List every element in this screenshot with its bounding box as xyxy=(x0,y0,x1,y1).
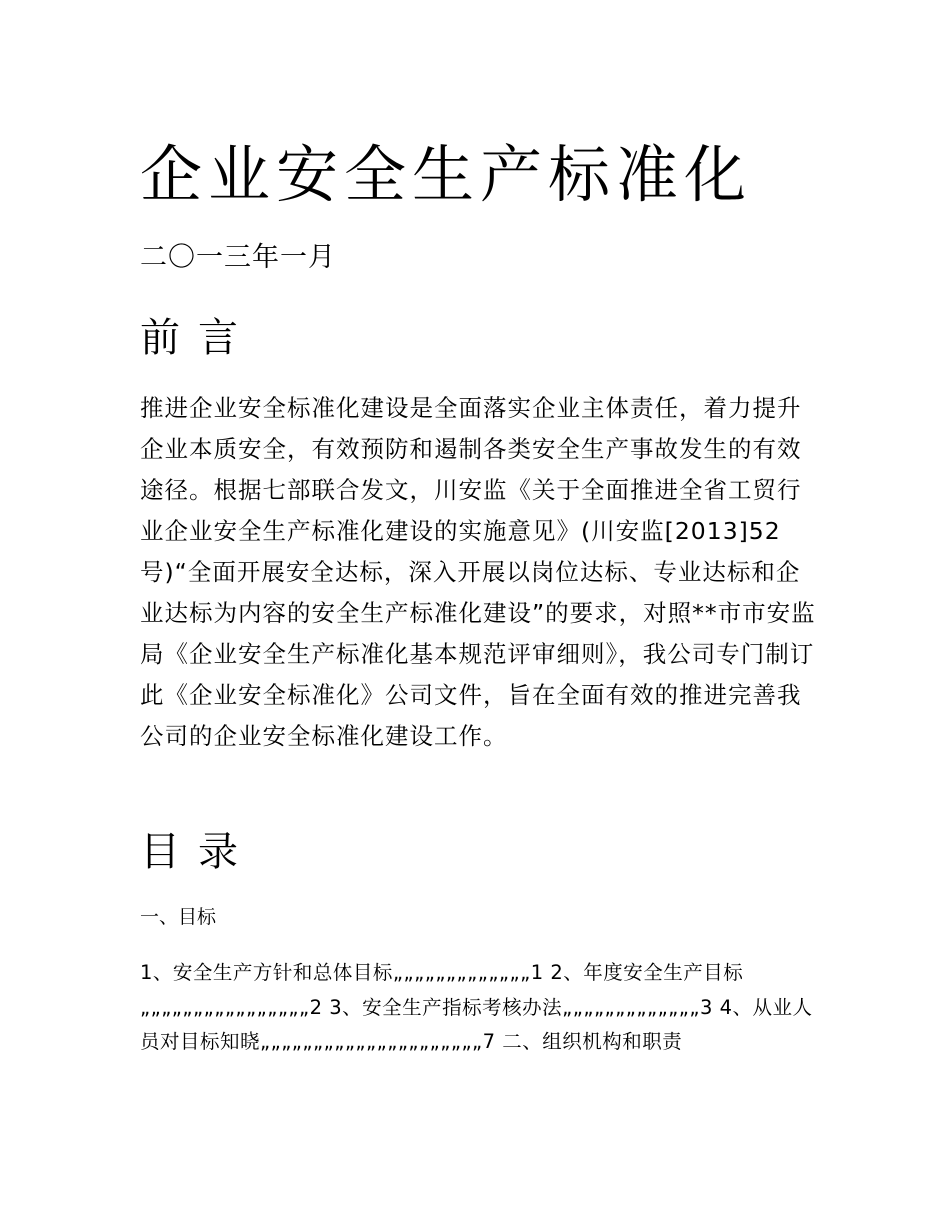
document-date: 二〇一三年一月 xyxy=(140,242,336,273)
preface-body: 推进企业安全标准化建设是全面落实企业主体责任，着力提升企业本质安全，有效预防和遏制各类安全生产事故发生的有效途径。根据七部联合发文，川安监《关于全面推进全省工贸行业企业安全生产标准化建设的实施意见》(川安监[2013]52号)“全面开展安全达标，深入开展以岗位达标、专业达标和企业达标为内容的安全生产标准化建设”的要求，对照**市市安监局《企业安全生产标准化基本规范评审细则》，我公司专门制订此《企业安全标准化》公司文件，旨在全面有效的推进完善我公司的企业安全标准化建设工作。 xyxy=(140,394,816,750)
toc-section-goals: 一、目标 xyxy=(140,906,217,928)
toc-heading: 目录 xyxy=(140,829,256,875)
preface-heading: 前言 xyxy=(140,315,256,361)
toc-entries: 1、安全生产方针和总体目标„„„„„„„„„„„„„1 2、年度安全生产目标„„„„„„„„„„„„„„„„2 3、安全生产指标考核办法„„„„„„„„„„„„„3 4、从业人员对目标知晓„„„„„„„„„„„„„„„„„„„„„7 二、组织机构和职责 xyxy=(140,961,813,1053)
document-title: 企业安全生产标准化 xyxy=(140,138,753,211)
